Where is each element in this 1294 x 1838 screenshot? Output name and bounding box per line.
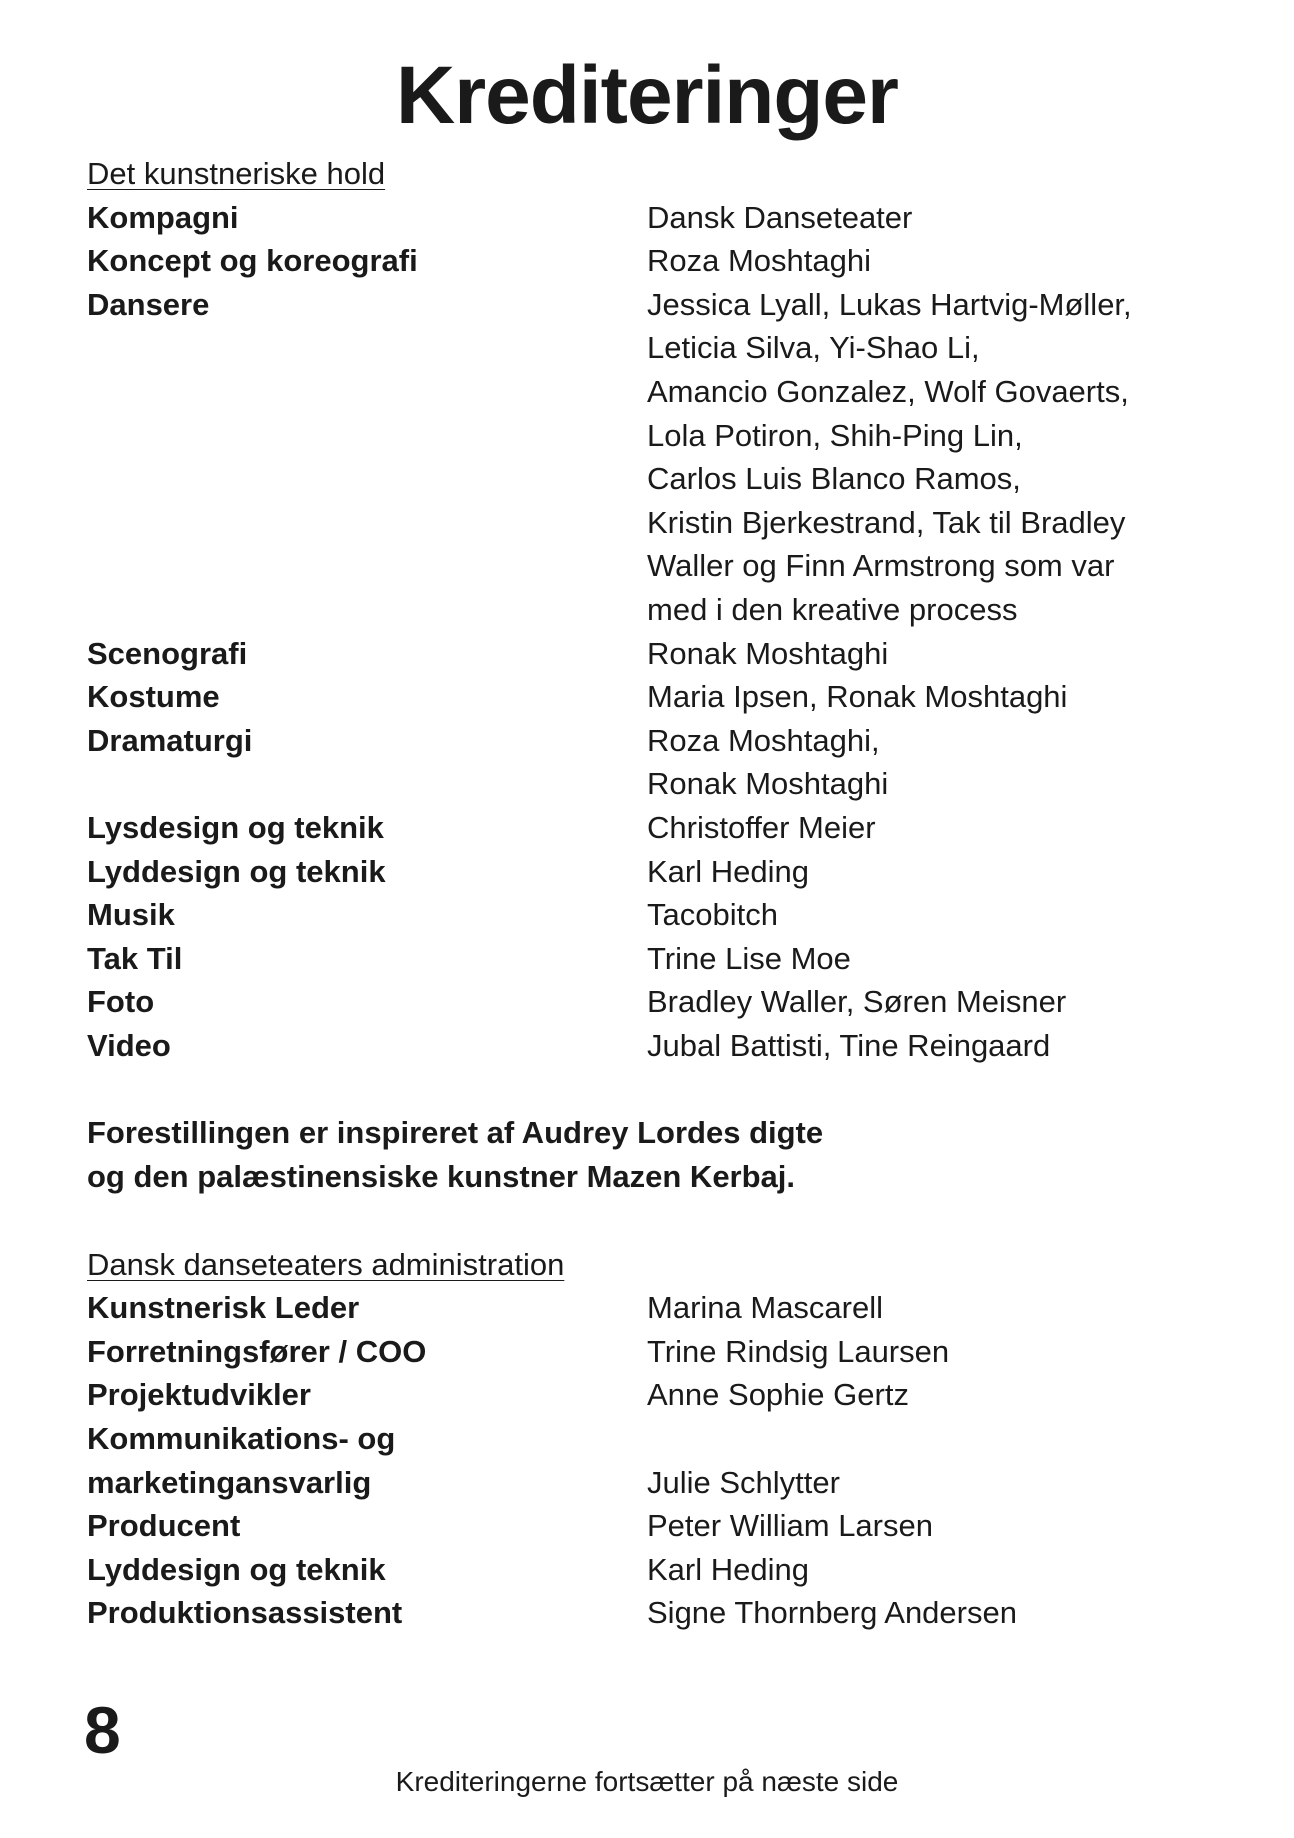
credit-role-line: Kostume [87,679,220,715]
credit-name-line: Karl Heding [647,853,809,889]
credit-role [87,1548,647,1592]
credit-role [87,719,647,806]
credits-list-artistic-team [87,196,1207,1068]
credit-names [647,1024,1207,1068]
credit-role-line: Kunstnerisk Leder [87,1290,360,1326]
credit-role-line: Dramaturgi [87,722,253,758]
credit-role-line: Musik [87,897,175,933]
credit-name-line: Roza Moshtaghi [647,243,872,279]
credit-role [87,239,647,283]
credit-names [647,239,1207,283]
credit-role [87,1373,647,1417]
credit-row [87,719,1207,806]
credit-name-line: Amancio Gonzalez, Wolf Govaerts, [647,373,1129,409]
credit-name-line: Ronak Moshtaghi [647,766,889,802]
credit-names [647,850,1207,894]
credit-row [87,980,1207,1024]
spacer [87,1067,1207,1111]
credit-names [647,632,1207,676]
credit-row [87,196,1207,240]
page-number: 8 [84,1693,121,1767]
credit-name-line: Trine Rindsig Laursen [647,1333,950,1369]
credit-name-line: Julie Schlytter [647,1464,840,1500]
credit-role-line: Lysdesign og teknik [87,809,384,845]
credit-role-line: marketingansvarlig [87,1464,372,1500]
credit-role-line: Produktionsassistent [87,1595,403,1631]
credit-row [87,1024,1207,1068]
credit-row [87,239,1207,283]
credit-role-line: Projektudvikler [87,1377,311,1413]
credit-role-line: Kompagni [87,199,239,235]
credit-role-line: Kommunikations- og [87,1421,396,1457]
credit-row [87,850,1207,894]
credit-role [87,1330,647,1374]
credit-name-line [647,1417,1207,1461]
credit-names [647,1417,1207,1504]
credit-name-line: Anne Sophie Gertz [647,1377,909,1413]
credit-name-line: Marina Mascarell [647,1290,884,1326]
credit-name-line: Ronak Moshtaghi [647,635,889,671]
credit-names [647,1591,1207,1635]
credit-name-line: Waller og Finn Armstrong som var [647,548,1115,584]
credit-role-line: Foto [87,984,155,1020]
credit-names [647,980,1207,1024]
credit-names [647,1286,1207,1330]
credit-row [87,1591,1207,1635]
credit-role-line: Tak Til [87,940,183,976]
credit-name-line: Christoffer Meier [647,809,876,845]
page-title: Krediteringer [396,50,898,141]
credit-name-line: Bradley Waller, Søren Meisner [647,984,1067,1020]
credit-name-line: Karl Heding [647,1551,809,1587]
credit-names [647,806,1207,850]
spacer [87,1199,1207,1243]
credit-row [87,893,1207,937]
credit-role [87,1417,647,1504]
credit-row [87,1504,1207,1548]
credit-name-line: med i den kreative process [647,591,1018,627]
credit-role-line: Producent [87,1508,241,1544]
credit-row [87,1286,1207,1330]
credit-role-line: Scenografi [87,635,248,671]
credit-names [647,893,1207,937]
credit-role [87,196,647,240]
credit-role-line: Video [87,1027,171,1063]
credit-role [87,893,647,937]
credits-content [87,152,1207,1635]
inspiration-statement [87,1111,1207,1198]
credit-role [87,1024,647,1068]
credit-role [87,283,647,632]
credit-role-line: Forretningsfører / COO [87,1333,427,1369]
credit-row [87,937,1207,981]
credit-names [647,1330,1207,1374]
credit-names [647,196,1207,240]
credit-role [87,806,647,850]
credit-names [647,1373,1207,1417]
credit-row [87,1548,1207,1592]
credit-row [87,1330,1207,1374]
credit-role-line: Lyddesign og teknik [87,1551,386,1587]
credit-role [87,937,647,981]
credit-names [647,1548,1207,1592]
credit-names [647,675,1207,719]
credit-role [87,675,647,719]
credit-role [87,632,647,676]
credit-role-line: Koncept og koreografi [87,243,418,279]
credit-name-line: Leticia Silva, Yi-Shao Li, [647,330,980,366]
credit-row [87,1373,1207,1417]
credit-name-line: Carlos Luis Blanco Ramos, [647,461,1021,497]
credit-role [87,1286,647,1330]
credit-names [647,937,1207,981]
credit-role-line: Dansere [87,286,210,322]
credit-row [87,675,1207,719]
credit-name-line: Signe Thornberg Andersen [647,1595,1017,1631]
section-heading-administration: Dansk danseteaters administration [87,1246,565,1282]
credit-name-line: Jubal Battisti, Tine Reingaard [647,1027,1051,1063]
credit-name-line: Peter William Larsen [647,1508,933,1544]
credit-role [87,980,647,1024]
credit-role [87,1591,647,1635]
credit-name-line: Tacobitch [647,897,778,933]
credit-name-line: Trine Lise Moe [647,940,851,976]
credits-list-administration [87,1286,1207,1635]
credit-name-line: Maria Ipsen, Ronak Moshtaghi [647,679,1068,715]
section-heading-artistic-team: Det kunstneriske hold [87,156,386,191]
footer-note: Krediteringerne fortsætter på næste side [395,1766,899,1797]
credit-row [87,283,1207,632]
credit-names [647,1504,1207,1548]
credit-name-line: Lola Potiron, Shih-Ping Lin, [647,417,1023,453]
credit-row [87,632,1207,676]
statement-line: og den palæstinensiske kunstner Mazen Kerbaj. [87,1159,796,1195]
credit-name-line: Roza Moshtaghi, [647,722,880,758]
statement-line: Forestillingen er inspireret af Audrey Lordes digte [87,1115,824,1151]
credit-name-line: Jessica Lyall, Lukas Hartvig-Møller, [647,286,1132,322]
credit-names [647,283,1207,632]
credit-role-line: Lyddesign og teknik [87,853,386,889]
credit-names [647,719,1207,806]
credit-name-line: Dansk Danseteater [647,199,913,235]
credit-row [87,806,1207,850]
credit-name-line: Kristin Bjerkestrand, Tak til Bradley [647,504,1126,540]
credit-row [87,1417,1207,1504]
credit-role [87,850,647,894]
credit-role [87,1504,647,1548]
